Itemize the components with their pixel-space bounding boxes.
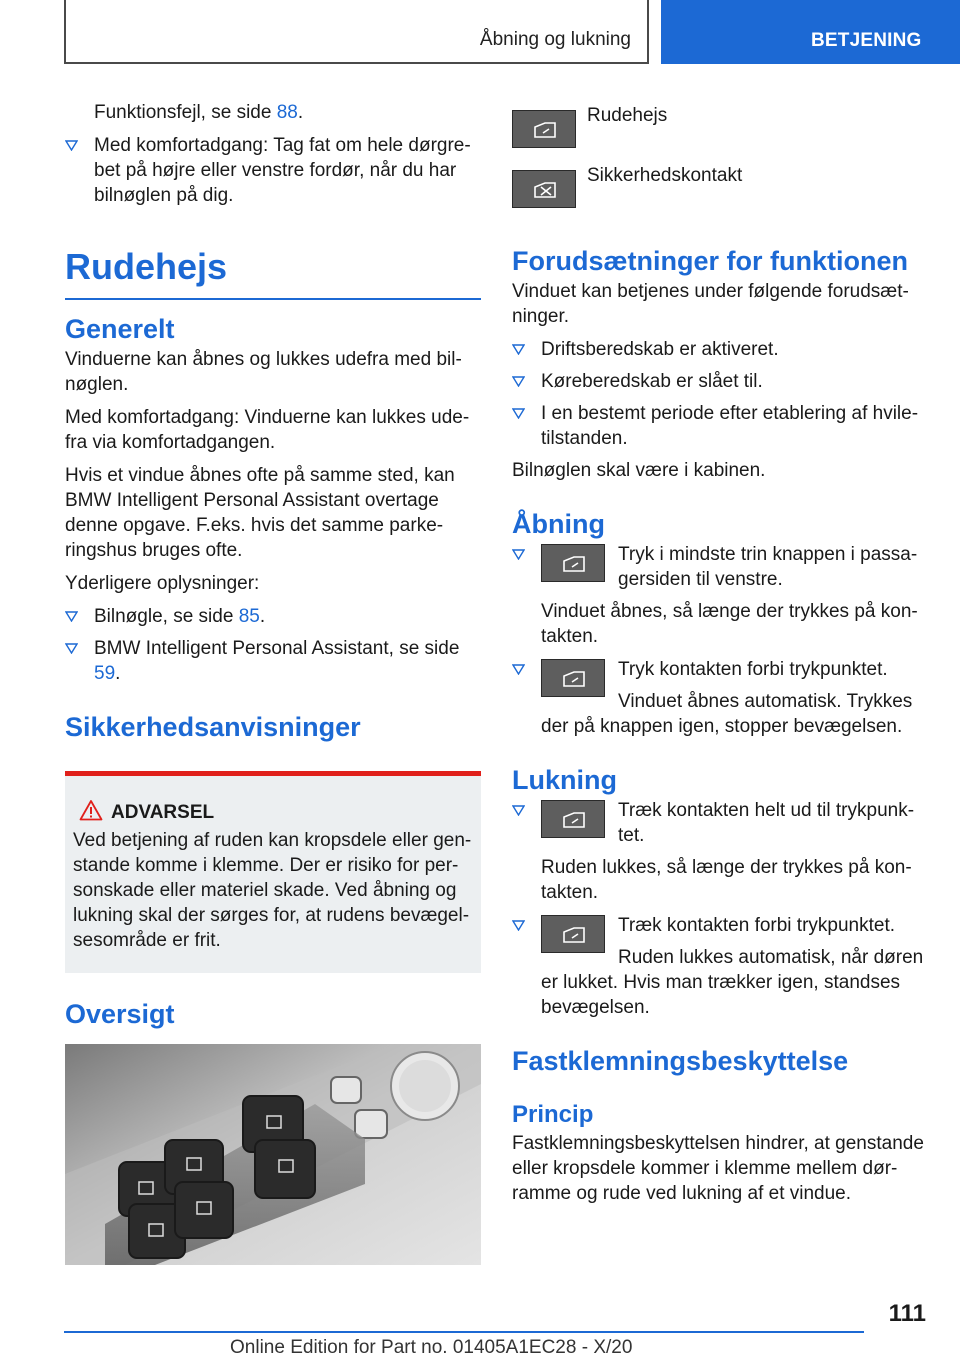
- heading-generelt: Generelt: [65, 314, 175, 344]
- header-chapter-title: BETJENING: [811, 30, 922, 51]
- door-panel-illustration: [65, 1044, 481, 1265]
- header-section-title: Åbning og lukning: [479, 29, 631, 50]
- heading-princip: Princip: [512, 1101, 594, 1128]
- warning-title: ADVARSEL: [73, 802, 473, 824]
- heading-abning: Åbning: [512, 509, 605, 539]
- page-number: 111: [888, 1300, 926, 1327]
- page-link-85[interactable]: 85: [238, 606, 260, 627]
- paragraph: Med komfortadgang: Vinduerne kan lukkes ude-fra via komfortadgangen.: [65, 407, 470, 453]
- info-bullet-list: [65, 604, 481, 686]
- legend-label: Rudehejs: [587, 105, 668, 126]
- window-switch-icon: [541, 915, 605, 953]
- list-item: Med komfortadgang: Tag fat om hele dørgre-bet på højre eller venstre fordør, når du har bilnøglen på dig.: [65, 133, 481, 208]
- footer-edition: Online Edition for Part no. 01405A1EC28 - X/20: [230, 1337, 633, 1358]
- paragraph: Vinduerne kan åbnes og lukkes udefra med bil-nøglen.: [65, 349, 462, 395]
- window-switch-icon: [512, 110, 576, 148]
- heading-fastklemningsbeskyttelse: Fastklemningsbeskyttelse: [512, 1046, 849, 1076]
- heading-rudehejs: Rudehejs: [65, 246, 481, 300]
- header-section-box: [64, 0, 649, 64]
- header-chapter-tab: [661, 0, 960, 64]
- paragraph: Yderligere oplysninger:: [65, 573, 260, 594]
- bullet-triangle-icon: [512, 664, 525, 675]
- bullet-triangle-icon: [65, 611, 78, 622]
- heading-oversigt: Oversigt: [65, 999, 175, 1029]
- safety-switch-icon: [512, 170, 576, 208]
- legend-row-safety: [512, 160, 932, 220]
- comfort-bullet-list: [65, 133, 481, 208]
- legend-row-window: [512, 100, 932, 160]
- warning-triangle-icon: [79, 799, 103, 821]
- heading-lukning: Lukning: [512, 765, 617, 795]
- bullet-triangle-icon: [512, 344, 525, 355]
- step-open-1: Tryk i mindste trin knappen i passa-gersiden til venstre. Vinduet åbnes, så længe der trykkes på kon-takten.: [512, 542, 932, 649]
- paragraph: Bilnøglen skal være i kabinen.: [512, 460, 766, 481]
- step-open-2: Tryk kontakten forbi trykpunktet. Vinduet åbnes automatisk. Trykkes der på knappen igen, stopper bevægelsen.: [512, 657, 932, 739]
- window-switch-photo: [65, 1044, 481, 1265]
- paragraph: Vinduet kan betjenes under følgende forudsæt-ninger.: [512, 281, 909, 327]
- bullet-triangle-icon: [512, 408, 525, 419]
- bullet-triangle-icon: [512, 376, 525, 387]
- bullet-triangle-icon: [65, 643, 78, 654]
- right-column: [512, 100, 932, 1214]
- warning-box: [65, 771, 481, 973]
- window-switch-icon: [541, 800, 605, 838]
- list-item: Bilnøgle, se side 85.: [65, 604, 481, 629]
- warning-text: Ved betjening af ruden kan kropsdele eller gen-stande komme i klemme. Der er risiko for per-sonskade eller materiel skade. Ved åbning og lukning skal der sørges for, at rudens bevægel-sesområde er frit.: [73, 830, 472, 951]
- bullet-triangle-icon: [512, 805, 525, 816]
- page-link-88[interactable]: 88: [276, 102, 298, 123]
- list-item: Driftsberedskab er aktiveret.: [512, 337, 932, 362]
- footer-divider: [64, 1331, 864, 1333]
- heading-forudsaetninger: Forudsætninger for funktionen: [512, 246, 908, 276]
- paragraph: Fastklemningsbeskyttelsen hindrer, at genstande eller kropsdele kommer i klemme mellem dør-ramme og rude ved lukning af et vindue.: [512, 1133, 924, 1204]
- list-item: Køreberedskab er slået til.: [512, 369, 932, 394]
- step-close-2: Træk kontakten forbi trykpunktet. Ruden lukkes automatisk, når døren er lukket. Hvis man trækker igen, standses bevægelsen.: [512, 913, 932, 1020]
- list-item: I en bestemt periode efter etablering af hvile-tilstanden.: [512, 401, 932, 451]
- left-column: [65, 100, 481, 1265]
- bullet-triangle-icon: [512, 549, 525, 560]
- window-switch-icon: [541, 544, 605, 582]
- paragraph: Hvis et vindue åbnes ofte på samme sted, kan BMW Intelligent Personal Assistant overtage denne opgave. F.eks. hvis det samme parke-ringshus bruges ofte.: [65, 465, 455, 561]
- bullet-triangle-icon: [512, 920, 525, 931]
- bullet-triangle-icon: [65, 140, 78, 151]
- prereq-list: [512, 337, 932, 451]
- heading-sikkerhedsanvisninger: Sikkerhedsanvisninger: [65, 712, 361, 742]
- step-close-1: Træk kontakten helt ud til trykpunk-tet. Ruden lukkes, så længe der trykkes på kon-takten.: [512, 798, 932, 905]
- window-switch-icon: [541, 659, 605, 697]
- legend-label: Sikkerhedskontakt: [587, 165, 743, 186]
- page-link-59[interactable]: 59: [94, 663, 116, 684]
- continued-text: Funktionsfejl, se side 88.: [94, 102, 304, 123]
- list-item: BMW Intelligent Personal Assistant, se side 59.: [65, 636, 481, 686]
